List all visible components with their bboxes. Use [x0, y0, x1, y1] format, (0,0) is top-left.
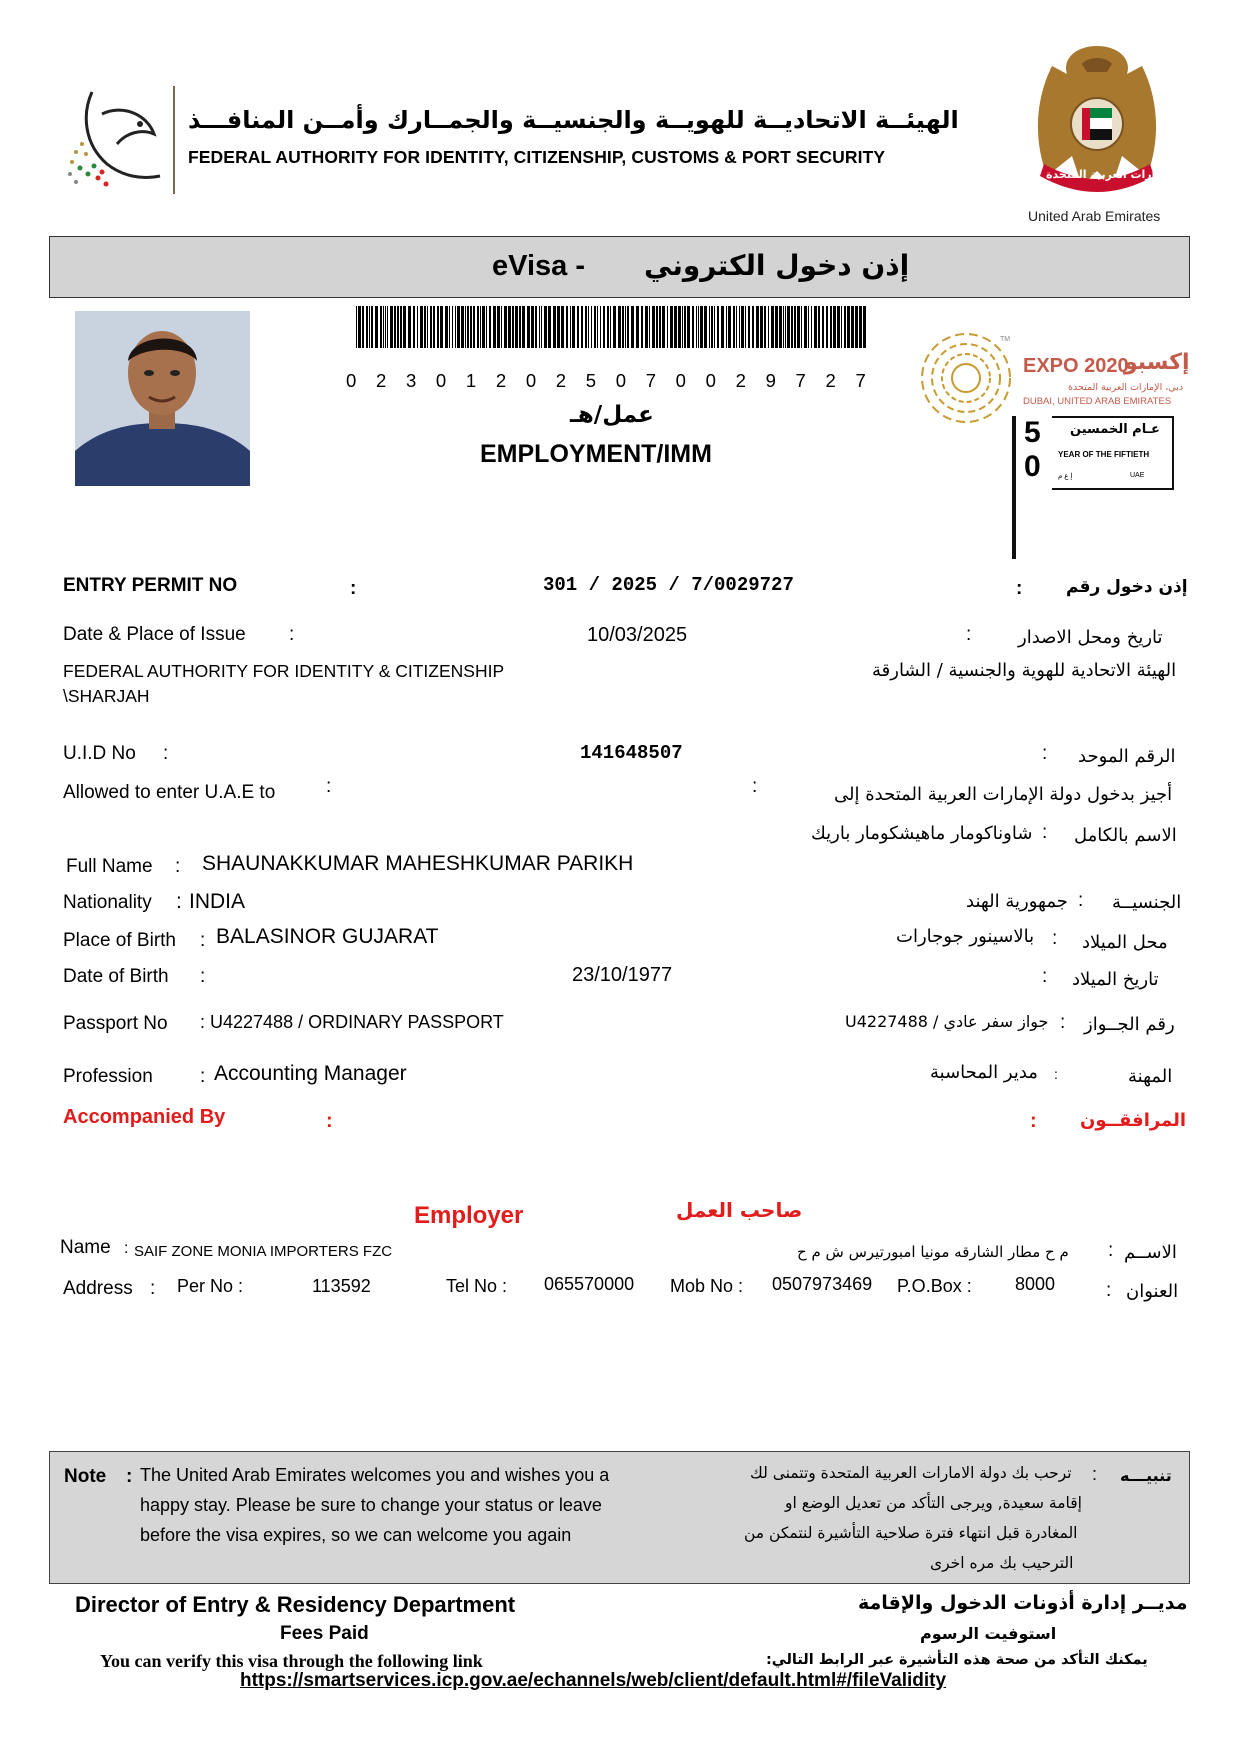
barcode-bar [561, 306, 564, 348]
profession-value: Accounting Manager [214, 1062, 407, 1085]
pob-label-arabic: محل الميلاد [1082, 932, 1168, 953]
verify-link[interactable]: https://smartservices.icp.gov.ae/echannels/web/client/default.html#/fileValidity [240, 1670, 947, 1691]
full-name-label-arabic: الاسم بالكامل [1074, 825, 1177, 846]
barcode-bar [791, 306, 793, 348]
barcode-bar [420, 306, 423, 348]
barcode-bar [801, 306, 802, 348]
barcode-bar [692, 306, 694, 348]
accompanied-colon-ar: : [1030, 1110, 1037, 1132]
barcode-digit: 7 [855, 370, 866, 391]
barcode-bar [535, 306, 537, 348]
year50-digit-0: 0 [1024, 450, 1041, 483]
barcode-bar [390, 306, 393, 348]
barcode-bar [662, 306, 665, 348]
dob-colon-ar: : [1042, 966, 1048, 987]
issue-place-line2: \SHARJAH [63, 686, 150, 706]
accompanied-label: Accompanied By [63, 1106, 226, 1128]
visa-barcode [356, 306, 868, 348]
barcode-bar [437, 306, 439, 348]
entry-permit-label-arabic: إذن دخول رقم [1066, 577, 1188, 597]
note-line-ar-3: المغادرة قبل انتهاء فترة صلاحية التأشيرة لنتمكن من [744, 1524, 1078, 1542]
nationality-value-arabic: جمهورية الهند [966, 891, 1068, 912]
expo-en: EXPO 2020 [1023, 355, 1129, 377]
employer-name-colon-ar: : [1108, 1240, 1114, 1261]
barcode-bar [544, 306, 547, 348]
barcode-bar [465, 306, 466, 348]
full-name-colon-ar: : [1042, 822, 1048, 843]
barcode-bar [566, 306, 568, 348]
header-divider [173, 86, 175, 194]
note-colon-ar: : [1092, 1464, 1098, 1484]
barcode-bar [482, 306, 485, 348]
barcode-bar [698, 306, 699, 348]
emblem-label: United Arab Emirates [1028, 208, 1161, 224]
barcode-bar [833, 306, 836, 348]
barcode-bar [855, 306, 858, 348]
barcode-bar [430, 306, 432, 348]
barcode-bar [531, 306, 534, 348]
note-line-ar-1: ترحب بك دولة الامارات العربية المتحدة وتتمنى لك [750, 1464, 1072, 1482]
note-line-2: happy stay. Please be sure to change your status or leave [140, 1495, 602, 1515]
barcode-bar [785, 306, 786, 348]
barcode-bar [696, 306, 697, 348]
dob-label-arabic: تاريخ الميلاد [1072, 969, 1159, 990]
pob-value: BALASINOR GUJARAT [216, 925, 439, 948]
barcode-bar [600, 306, 601, 348]
barcode-bar [610, 306, 611, 348]
barcode-bar [652, 306, 655, 348]
entry-permit-colon: : [350, 578, 357, 599]
note-label-arabic: تنبيـــه [1120, 1466, 1172, 1485]
barcode-bar [527, 306, 530, 348]
barcode-digit: 1 [465, 370, 477, 391]
barcode-bar [613, 306, 616, 348]
passport-value: U4227488 / ORDINARY PASSPORT [210, 1012, 504, 1032]
entry-permit-colon-ar: : [1016, 578, 1023, 599]
full-name-colon: : [175, 856, 181, 877]
barcode-bar [687, 306, 690, 348]
barcode-bar [841, 306, 842, 348]
barcode-bar [467, 306, 469, 348]
uid-value: 141648507 [580, 742, 683, 764]
barcode-bar [863, 306, 866, 348]
barcode-bar [851, 306, 854, 348]
address-label: Address [63, 1278, 133, 1299]
issue-place-line1: FEDERAL AUTHORITY FOR IDENTITY & CITIZENSHIP [63, 661, 505, 681]
employer-name-label: Name [60, 1237, 111, 1258]
barcode-bar [739, 306, 740, 348]
employer-heading-arabic: صاحب العمل [676, 1198, 803, 1222]
barcode-bar [557, 306, 560, 348]
visa-type-arabic: عمل/هـ [570, 402, 654, 428]
profession-colon-ar: : [1054, 1066, 1058, 1082]
allowed-colon: : [326, 776, 332, 797]
barcode-bar [714, 306, 715, 348]
pob-value-arabic: بالاسينور جوجارات [896, 926, 1035, 947]
issue-label-arabic: تاريخ ومحل الاصدار [1018, 627, 1163, 648]
barcode-bar [721, 306, 724, 348]
barcode-digit: 0 [615, 370, 627, 391]
year50-digit-5: 5 [1024, 416, 1041, 449]
barcode-bar [607, 306, 609, 348]
per-no-label: Per No : [177, 1276, 244, 1296]
authority-name-english: FEDERAL AUTHORITY FOR IDENTITY, CITIZENSHIP, CUSTOMS & PORT SECURITY [188, 147, 886, 167]
barcode-bar [756, 306, 759, 348]
barcode-bar [493, 306, 496, 348]
issue-place-arabic: الهيئة الاتحادية للهوية والجنسية / الشارقة [872, 660, 1177, 681]
barcode-bar [427, 306, 428, 348]
barcode-bar [366, 306, 368, 348]
barcode-bar [709, 306, 710, 348]
tel-no-value: 065570000 [544, 1274, 635, 1294]
pobox-value: 8000 [1015, 1274, 1056, 1294]
year50-arabic: عـام الخمسين [1070, 422, 1160, 437]
barcode-bar [457, 306, 460, 348]
barcode-bar [486, 306, 487, 348]
expo-sub-en: DUBAI, UNITED ARAB EMIRATES [1023, 396, 1172, 407]
issue-colon: : [289, 624, 295, 645]
title-arabic: إذن دخول الكتروني [644, 249, 910, 282]
nationality-value: INDIA [189, 890, 246, 913]
barcode-bar [356, 306, 357, 348]
barcode-bar [371, 306, 373, 348]
director-title: Director of Entry & Residency Department [75, 1592, 516, 1617]
employer-name-colon: : [124, 1240, 129, 1257]
fees-paid: Fees Paid [280, 1623, 369, 1644]
barcode-bar [736, 306, 737, 348]
uid-label: U.I.D No [63, 743, 136, 764]
mob-no-label: Mob No : [670, 1276, 744, 1296]
employer-name-label-arabic: الاســم [1124, 1242, 1177, 1263]
address-colon-ar: : [1106, 1280, 1112, 1301]
director-title-arabic: مديــر إدارة أذونات الدخول والإقامة [858, 1592, 1188, 1614]
barcode-bar [480, 306, 481, 348]
barcode-bar [585, 306, 587, 348]
entry-permit-value: 301 / 2025 / 7/0029727 [543, 574, 794, 596]
uae-emblem-icon [1022, 36, 1172, 208]
barcode-bar [818, 306, 820, 348]
expo-tm: TM [1000, 336, 1011, 343]
barcode-digit: 0 [705, 370, 716, 391]
barcode-bar [455, 306, 456, 348]
barcode-bar [497, 306, 500, 348]
barcode-bar [501, 306, 502, 348]
barcode-digit: 0 [525, 370, 537, 391]
barcode-bar [383, 306, 384, 348]
pob-label: Place of Birth [63, 930, 176, 951]
barcode-bar [508, 306, 511, 348]
barcode-bar [822, 306, 824, 348]
barcode-bar [622, 306, 624, 348]
barcode-bar [473, 306, 475, 348]
barcode-bar [728, 306, 731, 348]
pobox-label: P.O.Box : [897, 1276, 972, 1296]
barcode-bar [380, 306, 382, 348]
barcode-bar [811, 306, 812, 348]
icp-logo [62, 84, 172, 199]
barcode-bar [403, 306, 406, 348]
nationality-colon: : [176, 890, 182, 913]
barcode-bar [515, 306, 518, 348]
barcode-bar [682, 306, 683, 348]
mob-no-value: 0507973469 [772, 1274, 873, 1294]
barcode-number [346, 370, 866, 392]
barcode-bar [541, 306, 542, 348]
barcode-bar [847, 306, 850, 348]
accompanied-colon: : [326, 1110, 333, 1132]
note-line-3: before the visa expires, so we can welcome you again [140, 1525, 572, 1545]
barcode-bar [808, 306, 809, 348]
authority-name-arabic: الهيئــة الاتحاديــة للهويــة والجنسيــة والجمــارك وأمــن المنافـــذ [188, 106, 959, 134]
passport-value-arabic: جواز سفر عادي / U4227488 [845, 1012, 1049, 1031]
barcode-bar [397, 306, 399, 348]
full-name-value-arabic: شاوناكومار ماهيشكومار باريك [811, 823, 1033, 844]
passport-colon: : [200, 1012, 206, 1032]
barcode-bar [445, 306, 448, 348]
barcode-bar [764, 306, 766, 348]
allowed-colon-ar: : [752, 776, 758, 797]
applicant-photo [75, 311, 250, 486]
dob-label: Date of Birth [63, 966, 169, 987]
pob-colon-ar: : [1052, 928, 1058, 949]
employer-name-value: SAIF ZONE MONIA IMPORTERS FZC [134, 1243, 393, 1260]
barcode-digit: 2 [825, 370, 836, 391]
barcode-digit: 7 [795, 370, 806, 391]
barcode-bar [674, 306, 677, 348]
uid-colon: : [163, 743, 169, 764]
nationality-label-arabic: الجنسيــة [1112, 892, 1182, 913]
verify-text-arabic: يمكنك التأكد من صحة هذه التأشيرة عبر الرابط التالي: [766, 1652, 1148, 1668]
barcode-bar [733, 306, 735, 348]
address-label-arabic: العنوان [1126, 1281, 1179, 1302]
barcode-digit: 2 [495, 370, 507, 391]
barcode-bar [362, 306, 364, 348]
barcode-bar [711, 306, 713, 348]
barcode-bar [797, 306, 800, 348]
barcode-bar [779, 306, 782, 348]
barcode-bar [387, 306, 388, 348]
barcode-bar [461, 306, 464, 348]
note-line-1: The United Arab Emirates welcomes you and wishes you a [140, 1465, 610, 1485]
barcode-digit: 2 [735, 370, 746, 391]
note-line-ar-4: الترحيب بك مره اخرى [930, 1554, 1074, 1572]
year50-ar-small: إ ع م [1058, 473, 1073, 480]
barcode-digit: 5 [585, 370, 597, 391]
barcode-digit: 3 [405, 370, 417, 391]
note-line-ar-2: إقامة سعيدة, ويرجى التأكد من تعديل الوضع او [785, 1494, 1082, 1512]
barcode-bar [768, 306, 769, 348]
barcode-bar [752, 306, 754, 348]
accompanied-label-arabic: المرافقــون [1080, 1110, 1187, 1131]
expo-ring-icon [918, 330, 1014, 426]
barcode-bar [760, 306, 763, 348]
note-box [49, 1451, 1190, 1584]
barcode-bar [591, 306, 592, 348]
barcode-bar [548, 306, 551, 348]
year50-english: YEAR OF THE FIFTIETH [1058, 450, 1150, 459]
barcode-bar [859, 306, 862, 348]
note-label: Note [64, 1466, 107, 1487]
fees-paid-arabic: استوفيت الرسوم [920, 1624, 1057, 1643]
barcode-bar [826, 306, 828, 348]
evisa-title-bar [49, 236, 1190, 298]
barcode-bar [452, 306, 453, 348]
barcode-bar [627, 306, 629, 348]
barcode-bar [837, 306, 840, 348]
barcode-bar [704, 306, 707, 348]
barcode-bar [577, 306, 579, 348]
uid-label-arabic: الرقم الموحد [1078, 746, 1176, 767]
barcode-bar [394, 306, 396, 348]
nationality-label: Nationality [63, 892, 152, 913]
barcode-bar [649, 306, 650, 348]
note-colon: : [126, 1466, 133, 1487]
barcode-bar [470, 306, 472, 348]
passport-label-arabic: رقم الجــواز [1084, 1014, 1175, 1035]
barcode-bar [745, 306, 746, 348]
issue-label: Date & Place of Issue [63, 624, 246, 645]
issue-colon-ar: : [966, 624, 972, 645]
barcode-bar [385, 306, 386, 348]
nationality-colon-ar: : [1078, 890, 1084, 911]
barcode-bar [519, 306, 521, 348]
uid-colon-ar: : [1042, 743, 1048, 764]
profession-label: Profession [63, 1066, 153, 1087]
barcode-bar [804, 306, 807, 348]
profession-label-arabic: المهنة [1128, 1066, 1173, 1087]
barcode-bar [783, 306, 784, 348]
barcode-bar [588, 306, 589, 348]
pob-colon: : [200, 930, 206, 951]
barcode-bar [477, 306, 479, 348]
barcode-bar [645, 306, 648, 348]
barcode-bar [597, 306, 598, 348]
dob-colon: : [200, 966, 206, 987]
verify-text: You can verify this visa through the following link [100, 1651, 483, 1671]
barcode-bar [670, 306, 673, 348]
barcode-bar [726, 306, 727, 348]
barcode-digit: 0 [435, 370, 447, 391]
title-english: eVisa - [492, 250, 585, 282]
employer-name-value-arabic: م ح مطار الشارقه مونيا امبورتيرس ش م ح [797, 1243, 1069, 1261]
barcode-bar [814, 306, 817, 348]
barcode-bar [570, 306, 571, 348]
allowed-label: Allowed to enter U.A.E to [63, 782, 276, 803]
barcode-bar [717, 306, 719, 348]
expo-2020-logo [918, 330, 1190, 428]
barcode-bar [794, 306, 796, 348]
barcode-bar [636, 306, 639, 348]
profession-value-arabic: مدير المحاسبة [930, 1062, 1038, 1083]
barcode-bar [775, 306, 778, 348]
barcode-bar [631, 306, 634, 348]
barcode-bar [504, 306, 507, 348]
barcode-bar [375, 306, 378, 348]
barcode-bar [830, 306, 832, 348]
employer-heading: Employer [414, 1202, 524, 1229]
expo-sub-ar: دبي، الإمارات العربية المتحدة [1068, 382, 1184, 393]
barcode-bar [417, 306, 418, 348]
year-of-fiftieth-logo [1012, 416, 1172, 559]
barcode-bar [741, 306, 744, 348]
barcode-bar [489, 306, 491, 348]
barcode-bar [408, 306, 411, 348]
tel-no-label: Tel No : [446, 1276, 508, 1296]
passport-colon-ar: : [1060, 1012, 1066, 1033]
dob-value: 23/10/1977 [572, 964, 673, 986]
barcode-bar [844, 306, 846, 348]
allowed-label-arabic: أجيز بدخول دولة الإمارات العربية المتحدة إلى [834, 784, 1173, 805]
barcode-bar [659, 306, 661, 348]
address-colon: : [150, 1278, 156, 1299]
entry-permit-label: ENTRY PERMIT NO [63, 575, 238, 596]
barcode-digit: 2 [555, 370, 567, 391]
barcode-bar [581, 306, 583, 348]
barcode-bar [539, 306, 540, 348]
barcode-bar [678, 306, 681, 348]
barcode-bar [572, 306, 575, 348]
passport-label: Passport No [63, 1013, 168, 1034]
barcode-bar [700, 306, 703, 348]
profession-colon: : [200, 1066, 206, 1087]
visa-type-english: EMPLOYMENT/IMM [480, 440, 712, 468]
barcode-bar [433, 306, 435, 348]
barcode-bar [449, 306, 450, 348]
full-name-label: Full Name [66, 856, 153, 877]
barcode-bar [656, 306, 658, 348]
year50-uae: UAE [1130, 472, 1145, 479]
barcode-bar [594, 306, 596, 348]
barcode-bar [771, 306, 774, 348]
barcode-bar [667, 306, 668, 348]
barcode-bar [641, 306, 643, 348]
barcode-digit: 0 [346, 370, 357, 391]
barcode-bar [684, 306, 686, 348]
barcode-digit: 7 [645, 370, 656, 391]
full-name-value: SHAUNAKKUMAR MAHESHKUMAR PARIKH [202, 852, 634, 875]
barcode-bar [400, 306, 402, 348]
per-no-value: 113592 [312, 1276, 371, 1296]
barcode-bar [603, 306, 605, 348]
emblem-arabic-ribbon: الإمارات العربية المتحدة [1046, 168, 1175, 181]
barcode-bar [522, 306, 525, 348]
barcode-bar [440, 306, 443, 348]
barcode-digit: 9 [765, 370, 776, 391]
issue-date: 10/03/2025 [587, 624, 688, 646]
barcode-bar [618, 306, 621, 348]
barcode-bar [748, 306, 750, 348]
barcode-bar [413, 306, 415, 348]
barcode-digit: 0 [675, 370, 686, 391]
barcode-digit: 2 [375, 370, 387, 391]
barcode-bar [625, 306, 626, 348]
barcode-bar [787, 306, 790, 348]
barcode-bar [358, 306, 361, 348]
barcode-bar [553, 306, 556, 348]
expo-ar: إكسبو [1124, 350, 1190, 375]
barcode-bar [369, 306, 370, 348]
barcode-bar [424, 306, 426, 348]
barcode-bar [512, 306, 514, 348]
